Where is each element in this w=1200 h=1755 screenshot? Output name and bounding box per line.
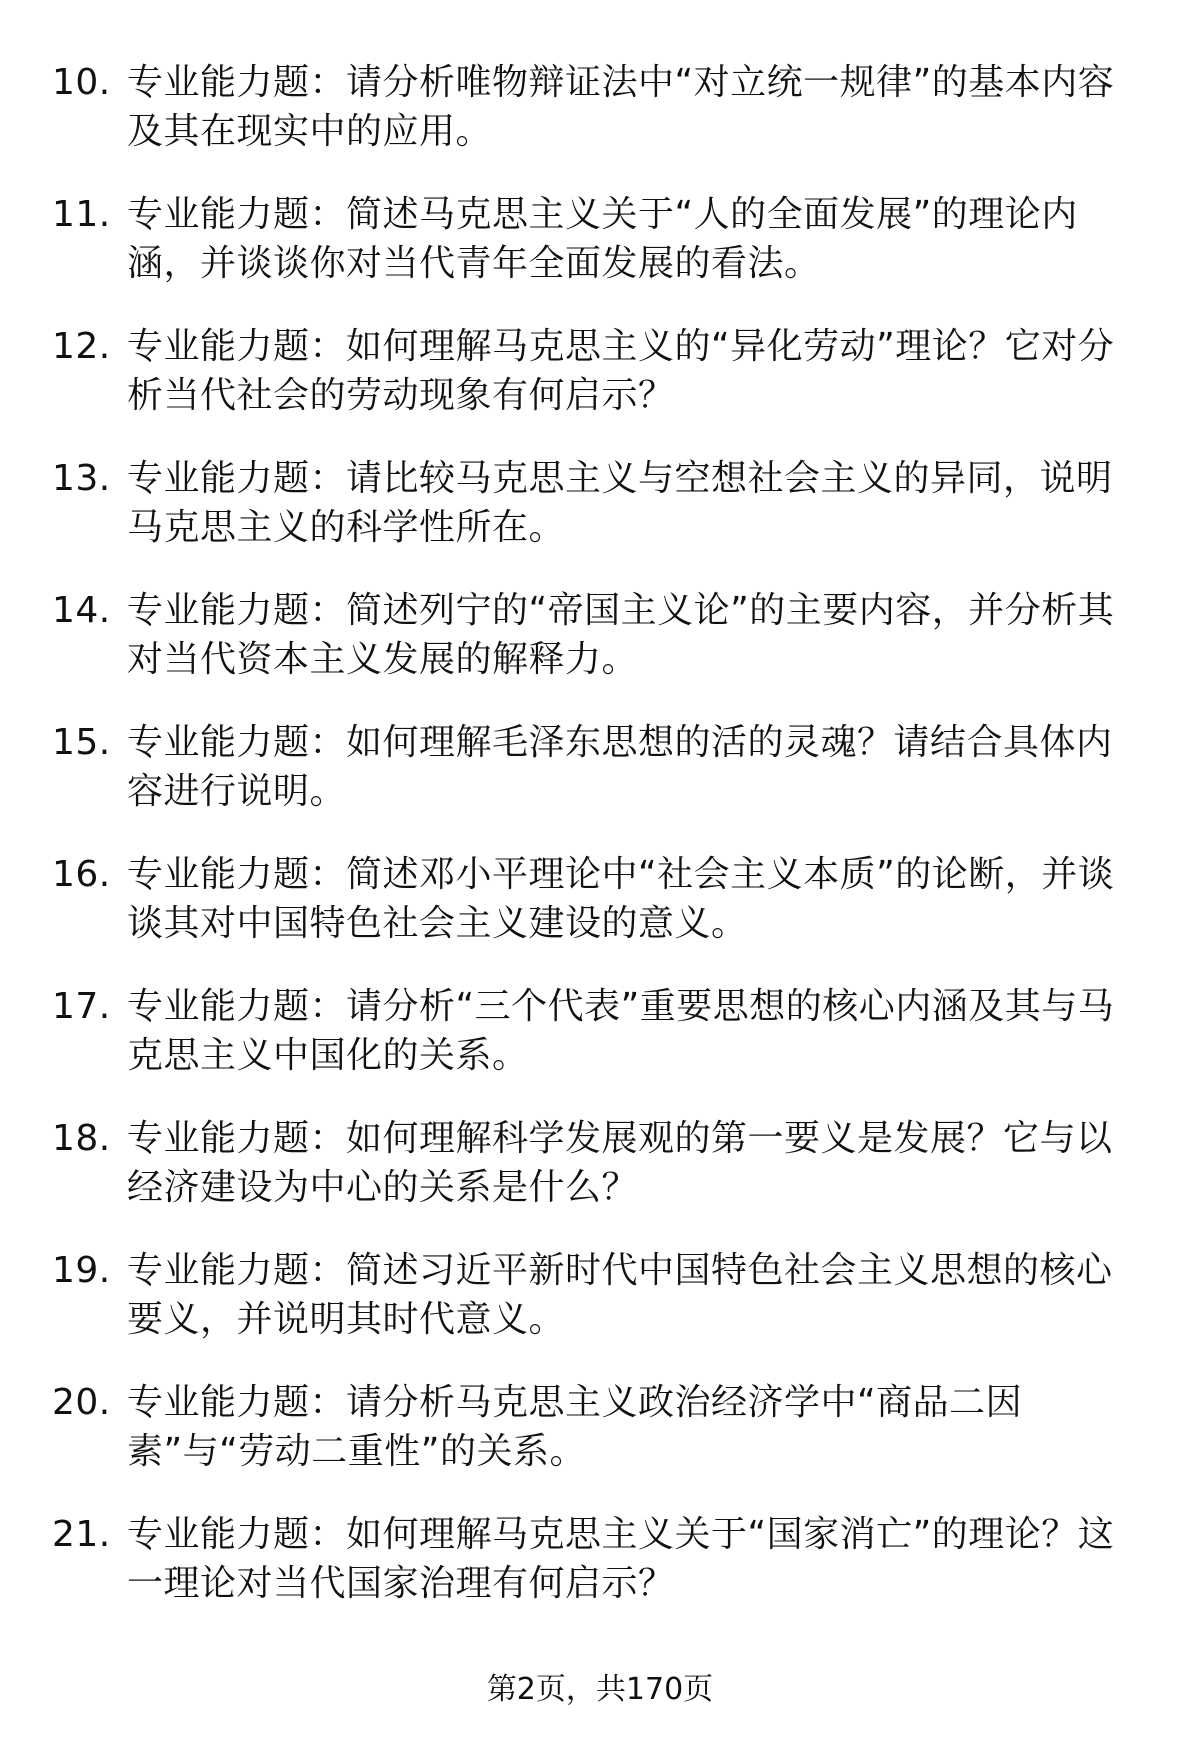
question-list [52, 58, 1142, 1642]
question-text: 专业能力题：简述邓小平理论中“社会主义本质”的论断，并谈谈其对中国特色社会主义建设的意义。 [127, 854, 1115, 944]
question-number: 20. [52, 1382, 111, 1423]
question-number: 21. [52, 1514, 111, 1555]
question-text: 专业能力题：如何理解马克思主义的“异化劳动”理论？它对分析当代社会的劳动现象有何启示？ [127, 326, 1115, 416]
question-item [52, 190, 1142, 288]
question-text: 专业能力题：请分析唯物辩证法中“对立统一规律”的基本内容及其在现实中的应用。 [127, 62, 1115, 152]
question-item [52, 1510, 1142, 1608]
question-number: 11. [52, 194, 111, 235]
question-number: 16. [52, 854, 111, 895]
question-item [52, 1114, 1142, 1212]
question-number: 19. [52, 1250, 111, 1291]
question-number: 12. [52, 326, 111, 367]
question-text: 专业能力题：请比较马克思主义与空想社会主义的异同，说明马克思主义的科学性所在。 [127, 458, 1113, 548]
question-number: 13. [52, 458, 111, 499]
question-item [52, 1378, 1142, 1476]
question-text: 专业能力题：简述马克思主义关于“人的全面发展”的理论内涵，并谈谈你对当代青年全面发展的看法。 [127, 194, 1078, 284]
question-number: 10. [52, 62, 111, 103]
question-text: 专业能力题：如何理解马克思主义关于“国家消亡”的理论？这一理论对当代国家治理有何启示？ [127, 1514, 1115, 1604]
question-text: 专业能力题：简述列宁的“帝国主义论”的主要内容，并分析其对当代资本主义发展的解释力。 [127, 590, 1115, 680]
question-item [52, 58, 1142, 156]
question-text: 专业能力题：请分析马克思主义政治经济学中“商品二因素”与“劳动二重性”的关系。 [127, 1382, 1023, 1472]
question-item [52, 322, 1142, 420]
question-item [52, 850, 1142, 948]
question-item [52, 718, 1142, 816]
question-number: 17. [52, 986, 111, 1027]
question-text: 专业能力题：如何理解毛泽东思想的活的灵魂？请结合具体内容进行说明。 [127, 722, 1113, 812]
question-item [52, 454, 1142, 552]
question-item [52, 1246, 1142, 1344]
question-text: 专业能力题：简述习近平新时代中国特色社会主义思想的核心要义，并说明其时代意义。 [127, 1250, 1113, 1340]
question-number: 15. [52, 722, 111, 763]
question-text: 专业能力题：如何理解科学发展观的第一要义是发展？它与以经济建设为中心的关系是什么？ [127, 1118, 1113, 1208]
question-item [52, 586, 1142, 684]
question-text: 专业能力题：请分析“三个代表”重要思想的核心内涵及其与马克思主义中国化的关系。 [127, 986, 1115, 1076]
question-number: 18. [52, 1118, 111, 1159]
question-number: 14. [52, 590, 111, 631]
page-number-footer: 第2页，共170页 [486, 1672, 714, 1707]
question-item [52, 982, 1142, 1080]
